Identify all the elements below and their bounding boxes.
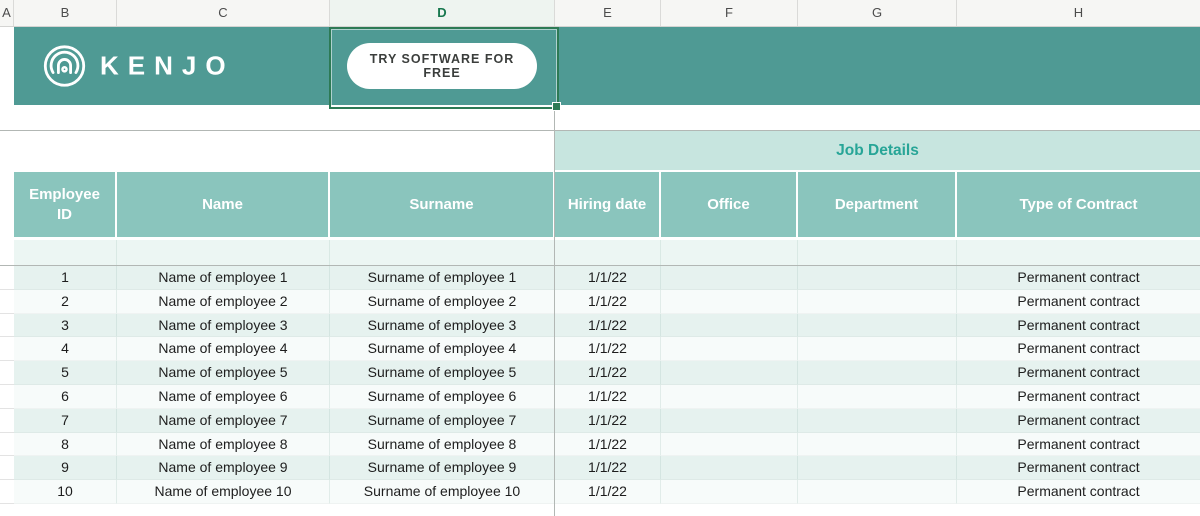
table-row bbox=[0, 337, 1200, 361]
column-a-gutter bbox=[0, 361, 14, 385]
column-header-A[interactable]: A bbox=[0, 0, 14, 26]
cell-office[interactable] bbox=[661, 456, 798, 480]
cell-hiring_date[interactable]: 1/1/22 bbox=[555, 361, 661, 385]
cell-department[interactable] bbox=[798, 290, 957, 314]
table-header-row bbox=[0, 172, 1200, 237]
cell-surname[interactable]: Surname of employee 9 bbox=[330, 456, 555, 480]
table-row bbox=[0, 314, 1200, 338]
cell-department[interactable] bbox=[798, 433, 957, 457]
cell-contract[interactable]: Permanent contract bbox=[957, 433, 1200, 457]
cell-name[interactable]: Name of employee 2 bbox=[117, 290, 330, 314]
cell-surname[interactable]: Surname of employee 7 bbox=[330, 409, 555, 433]
bottom-filler bbox=[0, 504, 1200, 514]
column-a-gutter bbox=[0, 409, 14, 433]
column-letter-row bbox=[0, 0, 1200, 27]
table-row bbox=[0, 409, 1200, 433]
cell-office[interactable] bbox=[661, 337, 798, 361]
column-header-G[interactable]: G bbox=[798, 0, 957, 26]
cell-department[interactable] bbox=[798, 385, 957, 409]
banner bbox=[14, 27, 1200, 105]
cell-department[interactable] bbox=[798, 314, 957, 338]
table-header-name[interactable]: Name bbox=[117, 172, 330, 237]
cell-contract[interactable]: Permanent contract bbox=[957, 290, 1200, 314]
table-row bbox=[0, 480, 1200, 504]
cell-employee_id[interactable]: 5 bbox=[14, 361, 117, 385]
column-header-H[interactable]: H bbox=[957, 0, 1200, 26]
table-header-department[interactable]: Department bbox=[798, 172, 957, 237]
kenjo-rings-icon bbox=[42, 44, 87, 89]
table-row bbox=[0, 433, 1200, 457]
cell-office[interactable] bbox=[661, 385, 798, 409]
column-a-gutter bbox=[0, 27, 14, 105]
column-a-gutter bbox=[0, 172, 14, 237]
cell-name[interactable]: Name of employee 5 bbox=[117, 361, 330, 385]
brand-name: KENJO bbox=[100, 50, 235, 81]
cell-contract[interactable]: Permanent contract bbox=[957, 314, 1200, 338]
column-a-gutter bbox=[0, 240, 14, 265]
column-header-F[interactable]: F bbox=[661, 0, 798, 26]
table-header-hiring_date[interactable]: Hiring date bbox=[555, 172, 661, 237]
try-software-button[interactable]: TRY SOFTWARE FOR FREE bbox=[347, 43, 537, 89]
table-header-contract[interactable]: Type of Contract bbox=[957, 172, 1200, 237]
column-header-D[interactable]: D bbox=[330, 0, 555, 26]
cell-surname[interactable]: Surname of employee 1 bbox=[330, 266, 555, 290]
column-header-B[interactable]: B bbox=[14, 0, 117, 26]
cell-contract[interactable]: Permanent contract bbox=[957, 361, 1200, 385]
cell-department[interactable] bbox=[798, 480, 957, 504]
table-row bbox=[0, 290, 1200, 314]
cell-contract[interactable]: Permanent contract bbox=[957, 266, 1200, 290]
cell-employee_id[interactable]: 2 bbox=[14, 290, 117, 314]
column-a-gutter bbox=[0, 337, 14, 361]
cell-office[interactable] bbox=[661, 361, 798, 385]
column-a-gutter bbox=[0, 266, 14, 290]
cell-office[interactable] bbox=[661, 314, 798, 338]
cell-name[interactable]: Name of employee 1 bbox=[117, 266, 330, 290]
column-a-gutter bbox=[0, 456, 14, 480]
column-a-gutter bbox=[0, 314, 14, 338]
cell-name[interactable]: Name of employee 10 bbox=[117, 480, 330, 504]
table-header-surname[interactable]: Surname bbox=[330, 172, 555, 237]
cell-office[interactable] bbox=[661, 290, 798, 314]
cell-name[interactable]: Name of employee 9 bbox=[117, 456, 330, 480]
cell-office[interactable] bbox=[661, 266, 798, 290]
column-a-gutter bbox=[0, 480, 14, 504]
cell-surname[interactable]: Surname of employee 6 bbox=[330, 385, 555, 409]
empty-buffer-row bbox=[0, 240, 1200, 266]
cell-contract[interactable]: Permanent contract bbox=[957, 409, 1200, 433]
cell-surname[interactable]: Surname of employee 2 bbox=[330, 290, 555, 314]
cell-employee_id[interactable]: 10 bbox=[14, 480, 117, 504]
cell-name[interactable]: Name of employee 6 bbox=[117, 385, 330, 409]
cell-employee_id[interactable]: 6 bbox=[14, 385, 117, 409]
cell-contract[interactable]: Permanent contract bbox=[957, 385, 1200, 409]
table-row bbox=[0, 456, 1200, 480]
cell-surname[interactable]: Surname of employee 3 bbox=[330, 314, 555, 338]
cell-office[interactable] bbox=[661, 480, 798, 504]
cell-employee_id[interactable]: 8 bbox=[14, 433, 117, 457]
cell-employee_id[interactable]: 3 bbox=[14, 314, 117, 338]
cell-employee_id[interactable]: 1 bbox=[14, 266, 117, 290]
cell-hiring_date[interactable]: 1/1/22 bbox=[555, 266, 661, 290]
job-details-row bbox=[0, 131, 1200, 170]
spacer-row bbox=[0, 105, 1200, 131]
cell-name[interactable]: Name of employee 3 bbox=[117, 314, 330, 338]
cell-hiring_date[interactable]: 1/1/22 bbox=[555, 337, 661, 361]
cell-office[interactable] bbox=[661, 433, 798, 457]
band-left-blank bbox=[14, 131, 555, 170]
cell-department[interactable] bbox=[798, 456, 957, 480]
column-a-gutter bbox=[0, 290, 14, 314]
column-header-E[interactable]: E bbox=[555, 0, 661, 26]
cell-hiring_date[interactable]: 1/1/22 bbox=[555, 456, 661, 480]
cell-department[interactable] bbox=[798, 266, 957, 290]
cell-name[interactable]: Name of employee 4 bbox=[117, 337, 330, 361]
cell-employee_id[interactable]: 7 bbox=[14, 409, 117, 433]
cell-hiring_date[interactable]: 1/1/22 bbox=[555, 290, 661, 314]
cell-contract[interactable]: Permanent contract bbox=[957, 456, 1200, 480]
cell-hiring_date[interactable]: 1/1/22 bbox=[555, 314, 661, 338]
cell-hiring_date[interactable]: 1/1/22 bbox=[555, 409, 661, 433]
cell-contract[interactable]: Permanent contract bbox=[957, 480, 1200, 504]
cell-surname[interactable]: Surname of employee 4 bbox=[330, 337, 555, 361]
selection-fill-handle[interactable] bbox=[552, 102, 561, 111]
table-body bbox=[0, 266, 1200, 504]
table-header-employee_id[interactable]: Employee ID bbox=[14, 172, 117, 237]
column-a-gutter bbox=[0, 385, 14, 409]
cell-office[interactable] bbox=[661, 409, 798, 433]
cell-contract[interactable]: Permanent contract bbox=[957, 337, 1200, 361]
column-a-gutter bbox=[0, 131, 14, 170]
cell-name[interactable]: Name of employee 8 bbox=[117, 433, 330, 457]
table-header-office[interactable]: Office bbox=[661, 172, 798, 237]
cell-department[interactable] bbox=[798, 409, 957, 433]
cell-hiring_date[interactable]: 1/1/22 bbox=[555, 433, 661, 457]
cell-surname[interactable]: Surname of employee 10 bbox=[330, 480, 555, 504]
table-row bbox=[0, 385, 1200, 409]
column-a-gutter bbox=[0, 433, 14, 457]
cell-hiring_date[interactable]: 1/1/22 bbox=[555, 385, 661, 409]
cell-surname[interactable]: Surname of employee 8 bbox=[330, 433, 555, 457]
kenjo-logo bbox=[42, 44, 235, 89]
cell-department[interactable] bbox=[798, 361, 957, 385]
cell-surname[interactable]: Surname of employee 5 bbox=[330, 361, 555, 385]
banner-row bbox=[0, 27, 1200, 105]
cell-employee_id[interactable]: 4 bbox=[14, 337, 117, 361]
cell-department[interactable] bbox=[798, 337, 957, 361]
job-details-header[interactable]: Job Details bbox=[555, 131, 1200, 170]
table-row bbox=[0, 361, 1200, 385]
cell-name[interactable]: Name of employee 7 bbox=[117, 409, 330, 433]
column-header-C[interactable]: C bbox=[117, 0, 330, 26]
table-row bbox=[0, 266, 1200, 290]
cell-hiring_date[interactable]: 1/1/22 bbox=[555, 480, 661, 504]
frozen-column-divider bbox=[554, 105, 555, 516]
cell-employee_id[interactable]: 9 bbox=[14, 456, 117, 480]
